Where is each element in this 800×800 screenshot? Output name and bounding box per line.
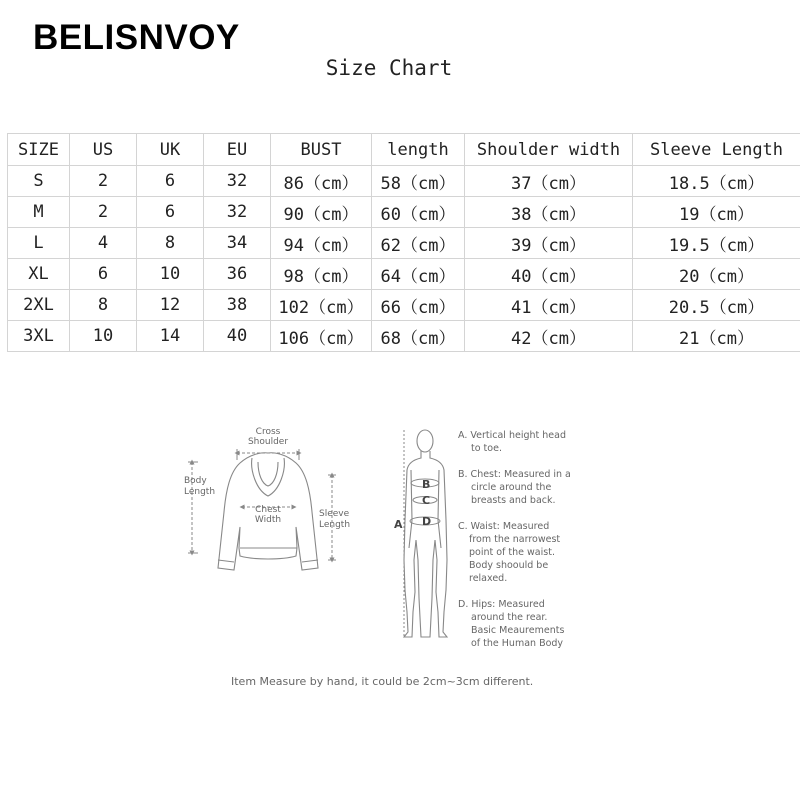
cell-shoulder-width: 39（cm） — [465, 228, 633, 259]
cell-us: 6 — [70, 259, 137, 290]
header-shoulder-width: Shoulder width — [465, 134, 633, 166]
cell-eu: 32 — [204, 166, 271, 197]
brand-logo: BELISNVOY — [33, 18, 240, 57]
header-bust: BUST — [271, 134, 372, 166]
note-a-line-1: A. Vertical height head — [458, 430, 566, 441]
cell-shoulder-width: 38（cm） — [465, 197, 633, 228]
cell-us: 2 — [70, 166, 137, 197]
cell-us: 8 — [70, 290, 137, 321]
cell-sleeve-length: 20（cm） — [633, 259, 800, 290]
cell-uk: 14 — [137, 321, 204, 352]
note-d-line-2: around the rear. — [471, 612, 548, 623]
header-uk: UK — [137, 134, 204, 166]
cell-sleeve-length: 19（cm） — [633, 197, 800, 228]
cell-bust: 102（cm） — [271, 290, 372, 321]
body-measure-lines — [404, 430, 440, 637]
note-d-line-1: D. Hips: Measured — [458, 599, 545, 610]
cell-sleeve-length: 18.5（cm） — [633, 166, 800, 197]
body-length-label-1: Body — [184, 476, 207, 486]
cell-bust: 106（cm） — [271, 321, 372, 352]
note-b-line-1: B. Chest: Measured in a — [458, 469, 571, 480]
table-row — [8, 197, 800, 228]
cell-size: M — [8, 197, 70, 228]
cell-bust: 86（cm） — [271, 166, 372, 197]
note-c-line-1: C. Waist: Measured — [458, 521, 550, 532]
measure-disclaimer: Item Measure by hand, it could be 2cm~3cm different. — [231, 675, 534, 688]
header-eu: EU — [204, 134, 271, 166]
cell-size: L — [8, 228, 70, 259]
note-b-line-2: circle around the — [471, 482, 552, 493]
marker-a: A — [394, 518, 403, 531]
header-us: US — [70, 134, 137, 166]
cell-eu: 38 — [204, 290, 271, 321]
cross-shoulder-label-1: Cross — [255, 427, 281, 437]
header-size: SIZE — [8, 134, 70, 166]
note-c-line-4: Body shoould be — [469, 560, 549, 571]
note-b-line-3: breasts and back. — [471, 495, 556, 506]
cell-sleeve-length: 21（cm） — [633, 321, 800, 352]
header-sleeve-length: Sleeve Length — [633, 134, 800, 166]
cell-eu: 36 — [204, 259, 271, 290]
cell-shoulder-width: 37（cm） — [465, 166, 633, 197]
cell-bust: 98（cm） — [271, 259, 372, 290]
cell-shoulder-width: 40（cm） — [465, 259, 633, 290]
cell-size: XL — [8, 259, 70, 290]
size-table — [7, 133, 800, 352]
cell-eu: 40 — [204, 321, 271, 352]
note-d-line-4: of the Human Body — [471, 638, 564, 649]
cell-shoulder-width: 42（cm） — [465, 321, 633, 352]
cell-length: 64（cm） — [372, 259, 465, 290]
cell-eu: 32 — [204, 197, 271, 228]
note-d-line-3: Basic Meaurements — [471, 625, 565, 636]
note-c-line-5: relaxed. — [469, 573, 508, 584]
cell-uk: 12 — [137, 290, 204, 321]
cell-bust: 94（cm） — [271, 228, 372, 259]
marker-d: D — [422, 515, 432, 528]
cell-sleeve-length: 19.5（cm） — [633, 228, 800, 259]
marker-c: C — [422, 494, 431, 507]
cross-shoulder-label-2: Shoulder — [247, 437, 289, 447]
cell-length: 66（cm） — [372, 290, 465, 321]
sleeve-length-label-1: Sleeve — [319, 509, 350, 519]
cell-us: 10 — [70, 321, 137, 352]
table-row — [8, 259, 800, 290]
cell-uk: 10 — [137, 259, 204, 290]
header-length: length — [372, 134, 465, 166]
table-row — [8, 228, 800, 259]
table-row — [8, 321, 800, 352]
note-a-line-2: to toe. — [471, 443, 502, 454]
table-row — [8, 290, 800, 321]
cell-length: 62（cm） — [372, 228, 465, 259]
cell-size: 3XL — [8, 321, 70, 352]
cell-eu: 34 — [204, 228, 271, 259]
cell-size: S — [8, 166, 70, 197]
body-length-label-2: Length — [184, 487, 216, 497]
table-row — [8, 166, 800, 197]
cell-uk: 8 — [137, 228, 204, 259]
cell-uk: 6 — [137, 197, 204, 228]
chest-width-label-1: Chest — [255, 505, 281, 515]
cell-shoulder-width: 41（cm） — [465, 290, 633, 321]
cell-bust: 90（cm） — [271, 197, 372, 228]
cell-length: 60（cm） — [372, 197, 465, 228]
cell-sleeve-length: 20.5（cm） — [633, 290, 800, 321]
measurement-illustration — [0, 395, 800, 665]
page-title: Size Chart — [325, 56, 453, 80]
cell-us: 2 — [70, 197, 137, 228]
cell-us: 4 — [70, 228, 137, 259]
note-c-line-3: point of the waist. — [469, 547, 555, 558]
marker-b: B — [422, 478, 431, 491]
body-figure-icon — [404, 430, 447, 637]
cell-uk: 6 — [137, 166, 204, 197]
cell-size: 2XL — [8, 290, 70, 321]
note-c-line-2: from the narrowest — [469, 534, 561, 545]
cell-length: 68（cm） — [372, 321, 465, 352]
chest-width-label-2: Width — [254, 515, 282, 525]
sleeve-length-label-2: Length — [319, 520, 351, 530]
size-table-header — [8, 134, 800, 166]
cell-length: 58（cm） — [372, 166, 465, 197]
